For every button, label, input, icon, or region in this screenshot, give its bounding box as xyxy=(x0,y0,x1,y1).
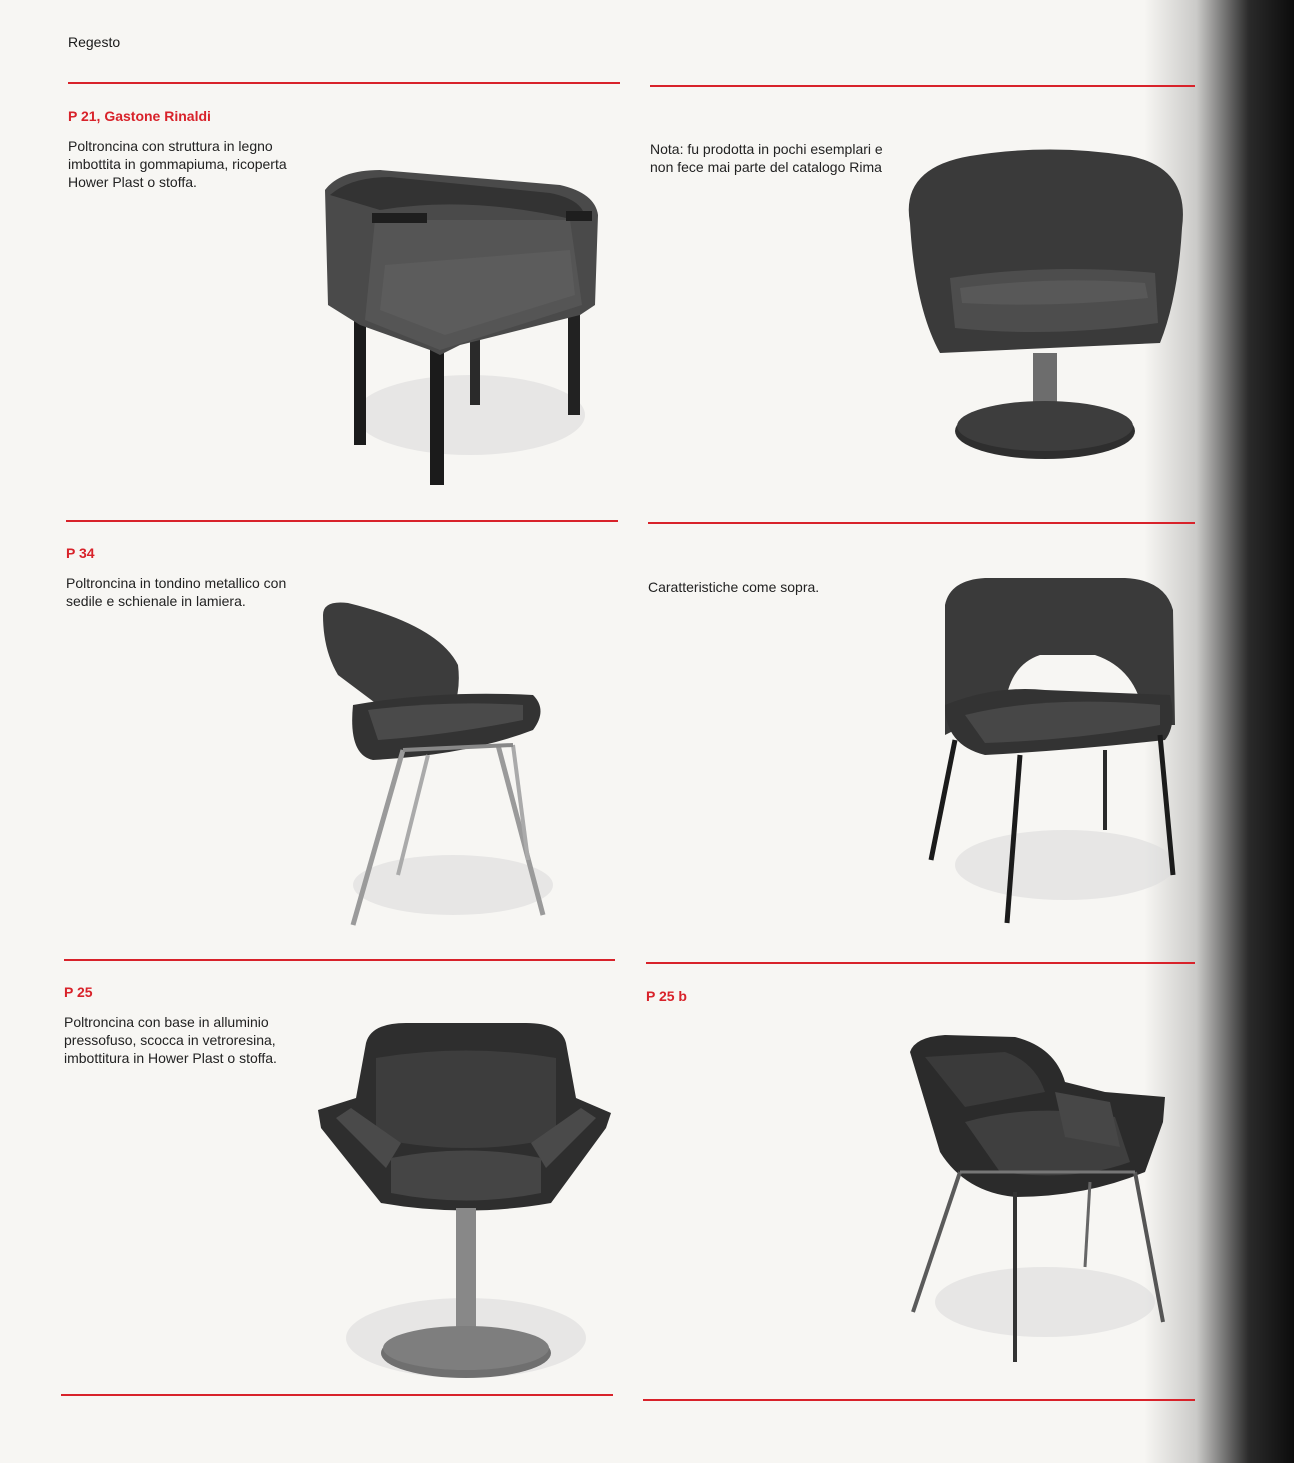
entry-code: P 25 b xyxy=(646,988,687,1004)
entry-code: P 21, Gastone Rinaldi xyxy=(68,108,211,124)
chair-photo-p25 xyxy=(316,1018,616,1388)
section-rule xyxy=(68,82,620,84)
entry-description xyxy=(650,140,883,176)
chair-photo-swivel xyxy=(900,148,1195,468)
chair-photo-p34 xyxy=(318,595,568,935)
section-rule xyxy=(64,959,615,961)
entry-description xyxy=(64,1013,277,1067)
chair-photo-p34-upholstered xyxy=(925,575,1185,925)
section-rule xyxy=(643,1399,1195,1401)
description-line: Nota: fu prodotta in pochi esemplari e xyxy=(650,141,883,157)
section-rule xyxy=(646,962,1195,964)
description-line: sedile e schienale in lamiera. xyxy=(66,593,246,609)
entry-description xyxy=(648,578,819,596)
description-line: Poltroncina in tondino metallico con xyxy=(66,575,287,591)
entry-description xyxy=(66,574,286,610)
description-line: Poltroncina con struttura in legno xyxy=(68,138,273,154)
description-line: Hower Plast o stoffa. xyxy=(68,174,197,190)
entry-code: P 25 xyxy=(64,984,93,1000)
chair-photo-p21 xyxy=(320,165,610,490)
section-rule xyxy=(650,85,1195,87)
chair-photo-p25b xyxy=(905,1032,1170,1367)
description-line: Caratteristiche come sopra. xyxy=(648,579,820,595)
description-line: imbottitura in Hower Plast o stoffa. xyxy=(64,1050,277,1066)
entry-code: P 34 xyxy=(66,545,95,561)
section-rule xyxy=(61,1394,613,1396)
description-line: pressofuso, scocca in vetroresina, xyxy=(64,1032,276,1048)
description-line: Poltroncina con base in alluminio xyxy=(64,1014,269,1030)
description-line: imbottita in gommapiuma, ricoperta xyxy=(68,156,287,172)
entry-description xyxy=(68,137,287,191)
description-line: non fece mai parte del catalogo Rima xyxy=(650,159,882,175)
section-rule xyxy=(66,520,618,522)
section-rule xyxy=(648,522,1195,524)
page-header: Regesto xyxy=(68,34,121,50)
